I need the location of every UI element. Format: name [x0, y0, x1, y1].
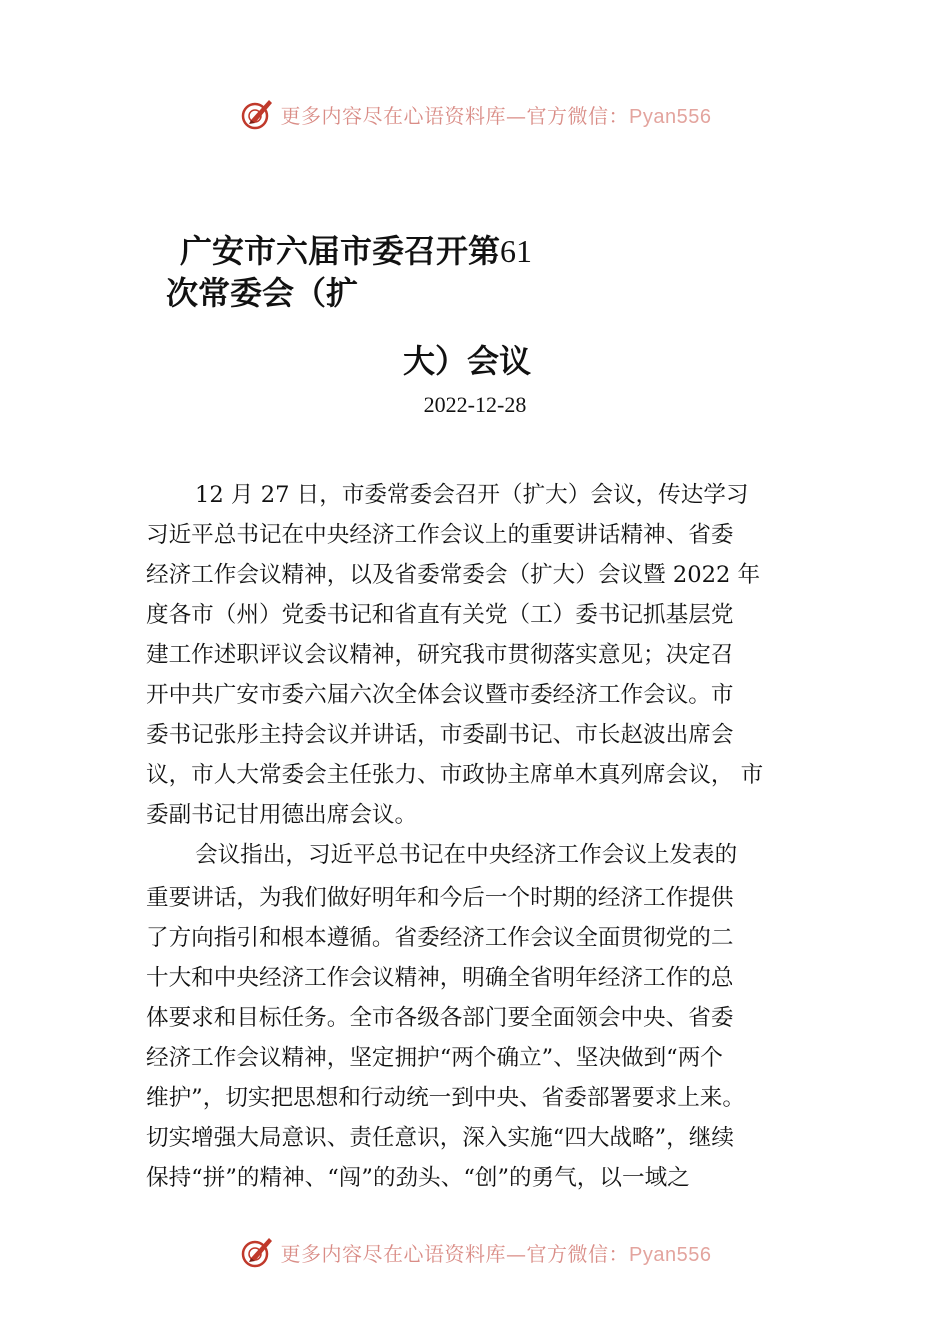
- body-line: 委副书记甘用德出席会议。: [146, 802, 418, 828]
- document-date: 2022-12-28: [423, 392, 527, 417]
- body-line: 维护”，切实把思想和行动统一到中央、省委部署要求上来。: [146, 1085, 745, 1111]
- header-watermark: [0, 94, 950, 134]
- body-line: 十大和中央经济工作会议精神，明确全省明年经济工作的总: [146, 965, 734, 991]
- body-line: 切实增强大局意识、责任意识，深入实施“四大战略”，继续: [146, 1125, 734, 1151]
- footer-watermark: [0, 1232, 950, 1272]
- body-line: 经济工作会议精神，坚定拥护“两个确立”、坚决做到“两个: [146, 1045, 723, 1071]
- body-line: 12 月 27 日，市委常委会召开（扩大）会议，传达学习: [195, 482, 749, 508]
- body-line: 开中共广安市委六届六次全体会议暨市委经济工作会议。市: [146, 682, 734, 708]
- body-line: 了方向指引和根本遵循。省委经济工作会议全面贯彻党的二: [146, 925, 734, 951]
- document-title-line-3: 大）会议: [403, 342, 532, 380]
- pen-logo-icon: [239, 96, 275, 132]
- document-title-line-1: 广安市六届市委召开第61: [180, 232, 533, 270]
- pen-logo-icon: [239, 1234, 275, 1270]
- watermark-text: 更多内容尽在心语资料库—官方微信：Pyan556: [280, 1241, 712, 1266]
- body-line: 习近平总书记在中央经济工作会议上的重要讲话精神、省委: [146, 522, 734, 548]
- body-line: 保持“拼”的精神、“闯”的劲头、“创”的勇气，以一域之: [146, 1165, 690, 1191]
- body-line: 度各市（州）党委书记和省直有关党（工）委书记抓基层党: [146, 602, 734, 628]
- document-title-line-2: 次常委会（扩: [166, 274, 359, 312]
- body-line: 议，市人大常委会主任张力、市政协主席单木真列席会议， 市: [146, 762, 764, 788]
- body-line: 经济工作会议精神，以及省委常委会（扩大）会议暨 2022 年: [146, 562, 761, 588]
- body-line: 体要求和目标任务。全市各级各部门要全面领会中央、省委: [146, 1005, 734, 1031]
- body-line: 委书记张彤主持会议并讲话，市委副书记、市长赵波出席会: [146, 722, 734, 748]
- body-line: 建工作述职评议会议精神，研究我市贯彻落实意见；决定召: [146, 642, 734, 668]
- body-line: 会议指出，习近平总书记在中央经济工作会议上发表的: [195, 842, 738, 868]
- watermark-text: 更多内容尽在心语资料库—官方微信：Pyan556: [280, 103, 712, 128]
- body-line: 重要讲话，为我们做好明年和今后一个时期的经济工作提供: [146, 885, 734, 911]
